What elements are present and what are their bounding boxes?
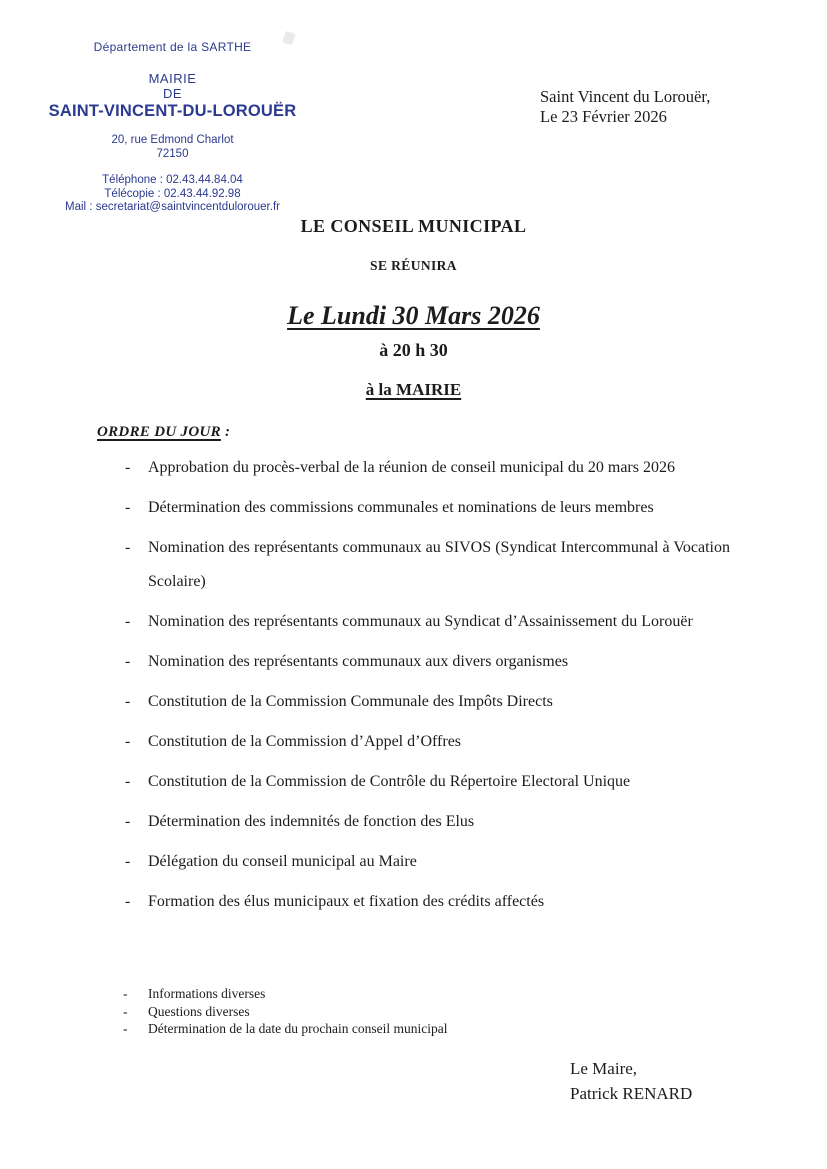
letterhead-phone: Téléphone : 02.43.44.84.04 — [102, 174, 243, 186]
announcement-subtitle: SE RÉUNIRA — [370, 258, 457, 273]
letterhead — [0, 40, 345, 215]
agenda-item — [97, 845, 730, 879]
agenda-item — [97, 531, 730, 599]
agenda-item — [97, 605, 730, 639]
letterhead-email: Mail : secretariat@saintvincentdulorouer.fr — [65, 201, 280, 213]
agenda-item-text: Approbation du procès-verbal de la réunion de conseil municipal du 20 mars 2026 — [148, 459, 675, 476]
dateline — [540, 87, 710, 126]
bullet-dash: - — [125, 733, 131, 750]
letterhead-mairie-line2: DE — [162, 86, 183, 101]
letterhead-mairie — [0, 71, 345, 101]
letterhead-contact — [0, 174, 345, 215]
agenda-item-text: Formation des élus municipaux et fixation des crédits affectés — [148, 893, 545, 910]
signature-block — [570, 1056, 692, 1106]
agenda-item — [97, 725, 730, 759]
agenda-item-text: Nomination des représentants communaux au Syndicat d’Assainissement du Lorouër — [148, 613, 693, 630]
bullet-dash: - — [125, 613, 131, 630]
agenda-item — [97, 451, 730, 485]
agenda-item-text: Constitution de la Commission de Contrôle du Répertoire Electoral Unique — [148, 773, 631, 790]
agenda-item — [97, 765, 730, 799]
letterhead-department: Département de la SARTHE — [93, 40, 252, 54]
bullet-dash: - — [125, 459, 131, 476]
agenda-item-text: Nomination des représentants communaux aux divers organismes — [148, 653, 569, 670]
bullet-dash: - — [125, 693, 131, 710]
dateline-date: Le 23 Février 2026 — [540, 106, 667, 126]
agenda-minor-item-text: Détermination de la date du prochain conseil municipal — [148, 1021, 448, 1036]
bullet-dash: - — [123, 986, 128, 1001]
letterhead-fax: Télécopie : 02.43.44.92.98 — [104, 187, 241, 200]
agenda-minor-list — [97, 985, 730, 1038]
meeting-place — [0, 380, 827, 400]
signature-name: Patrick RENARD — [570, 1084, 693, 1103]
agenda-heading — [97, 424, 230, 441]
agenda-item — [97, 685, 730, 719]
agenda-minor-item-text: Informations diverses — [148, 986, 266, 1001]
agenda-item-text: Délégation du conseil municipal au Maire — [148, 853, 417, 870]
letterhead-mairie-line1: MAIRIE — [148, 71, 197, 86]
bullet-dash: - — [125, 893, 131, 910]
announcement-title: LE CONSEIL MUNICIPAL — [300, 216, 527, 236]
agenda-item-text: Nomination des représentants communaux au SIVOS (Syndicat Intercommunal à Vocation Scolaire) — [148, 539, 730, 590]
agenda-minor-item — [97, 1020, 730, 1038]
bullet-dash: - — [125, 653, 131, 670]
letterhead-city: SAINT-VINCENT-DU-LOROUËR — [48, 102, 297, 120]
signature-role: Le Maire, — [570, 1059, 638, 1078]
meeting-time: à 20 h 30 — [379, 340, 448, 360]
bullet-dash: - — [125, 499, 131, 516]
agenda-item-text: Constitution de la Commission d’Appel d’Offres — [148, 733, 462, 750]
agenda-item — [97, 805, 730, 839]
agenda-item — [97, 645, 730, 679]
bullet-dash: - — [125, 539, 131, 556]
letterhead-address: 20, rue Edmond Charlot — [111, 134, 234, 146]
bullet-dash: - — [125, 853, 131, 870]
agenda-minor-item-text: Questions diverses — [148, 1003, 250, 1019]
agenda-item — [97, 885, 730, 919]
agenda-item — [97, 491, 730, 525]
agenda-item-text: Détermination des indemnités de fonction des Elus — [148, 813, 475, 830]
dateline-place: Saint Vincent du Lorouër, — [540, 87, 711, 106]
agenda-item-text: Détermination des commissions communales et nominations de leurs membres — [148, 499, 654, 516]
meeting-date-text: Le Lundi 30 Mars 2026 — [287, 301, 540, 330]
bullet-dash: - — [123, 1003, 128, 1019]
agenda-list — [97, 451, 730, 925]
meeting-place-text: à la MAIRIE — [365, 380, 462, 399]
agenda-minor-item — [97, 1003, 730, 1021]
agenda-heading-colon: : — [220, 424, 231, 440]
bullet-dash: - — [125, 773, 131, 790]
letterhead-postal-code: 72150 — [156, 148, 189, 160]
agenda-heading-text: ORDRE DU JOUR — [97, 424, 221, 440]
meeting-date — [0, 301, 827, 331]
bullet-dash: - — [125, 813, 131, 830]
bullet-dash: - — [123, 1021, 128, 1036]
agenda-item-text: Constitution de la Commission Communale des Impôts Directs — [148, 693, 553, 710]
agenda-minor-item — [97, 985, 730, 1003]
